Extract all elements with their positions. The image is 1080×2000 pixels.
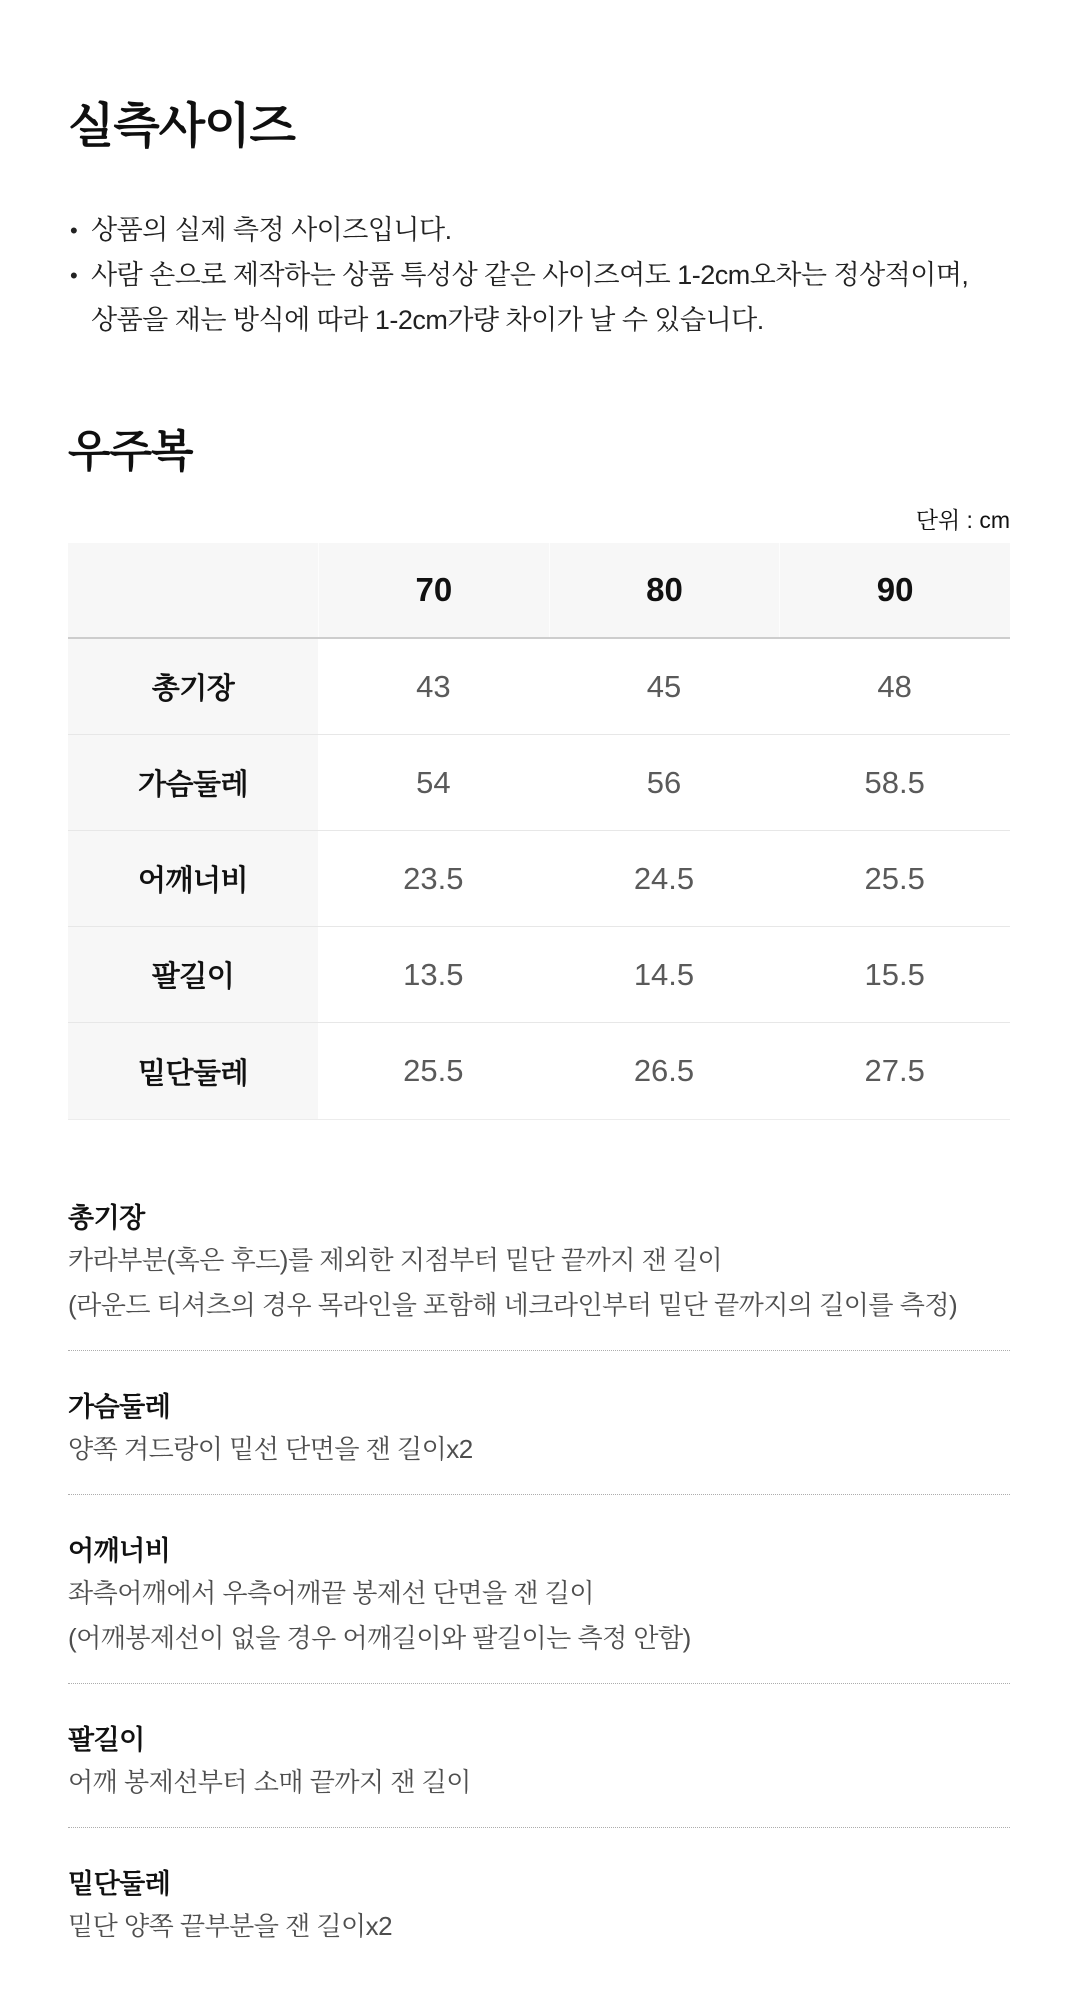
unit-label: 단위 : cm xyxy=(915,507,1010,533)
guide-title: 총기장 xyxy=(68,1203,145,1233)
table-row xyxy=(68,639,1010,735)
table-row xyxy=(68,831,1010,927)
size-value: 54 xyxy=(416,764,451,800)
size-value: 27.5 xyxy=(864,1053,925,1088)
guide-title: 밑단둘레 xyxy=(68,1869,171,1899)
row-label: 총기장 xyxy=(68,639,318,734)
size-value: 26.5 xyxy=(633,1053,695,1088)
row-label: 밑단둘레 xyxy=(68,1023,318,1119)
size-table-corner-cell xyxy=(68,543,318,637)
table-row xyxy=(68,735,1010,831)
guide-description: 카라부분(혹은 후드)를 제외한 지점부터 밑단 끝까지 잰 길이 xyxy=(68,1245,723,1275)
size-table xyxy=(68,543,1010,1120)
table-row xyxy=(68,927,1010,1023)
guide-description: 양쪽 겨드랑이 밑선 단면을 잰 길이x2 xyxy=(68,1434,473,1464)
size-value: 43 xyxy=(416,668,451,704)
guide-description: 좌측어깨에서 우측어깨끝 봉제선 단면을 잰 길이 xyxy=(68,1578,594,1608)
guide-section xyxy=(68,1531,1010,1684)
size-value: 13.5 xyxy=(403,956,464,992)
guide-description: 밑단 양쪽 끝부분을 잰 길이x2 xyxy=(68,1911,393,1941)
note-line: • 상품의 실제 측정 사이즈입니다. xyxy=(91,215,452,245)
note-item xyxy=(68,208,1010,253)
size-value: 25.5 xyxy=(403,1053,464,1088)
guide-title: 가슴둘레 xyxy=(68,1392,171,1422)
measurement-notes xyxy=(68,208,1010,343)
size-guide-content xyxy=(68,0,1010,1971)
guide-description: (어깨봉제선이 없을 경우 어깨길이와 팔길이는 측정 안함) xyxy=(68,1623,691,1653)
guide-section xyxy=(68,1864,1010,1971)
guide-title: 팔길이 xyxy=(68,1725,145,1755)
size-value: 23.5 xyxy=(403,860,464,896)
measurement-guide-list xyxy=(68,1198,1010,1971)
size-column-header: 90 xyxy=(779,543,1010,637)
size-value: 14.5 xyxy=(633,956,695,992)
note-line: 상품을 재는 방식에 따라 1-2cm가량 차이가 날 수 있습니다. xyxy=(91,305,764,335)
guide-section xyxy=(68,1387,1010,1495)
row-label: 가슴둘레 xyxy=(68,735,318,830)
guide-title: 어깨너비 xyxy=(68,1536,171,1566)
size-value: 58.5 xyxy=(864,764,925,800)
guide-section xyxy=(68,1198,1010,1351)
row-label: 어깨너비 xyxy=(68,831,318,926)
guide-section xyxy=(68,1720,1010,1828)
table-row xyxy=(68,1023,1010,1119)
guide-description: 어깨 봉제선부터 소매 끝까지 잰 길이 xyxy=(68,1767,471,1797)
page-title: 실측사이즈 xyxy=(68,100,295,153)
size-value: 48 xyxy=(877,668,912,704)
note-item xyxy=(68,253,1010,343)
size-value: 15.5 xyxy=(864,956,925,992)
size-value: 24.5 xyxy=(633,860,695,896)
note-line: • 사람 손으로 제작하는 상품 특성상 같은 사이즈여도 1-2cm오차는 정상적이며, xyxy=(91,260,969,290)
product-name-heading: 우주복 xyxy=(68,427,193,476)
size-table-header-row xyxy=(68,543,1010,639)
size-column-header: 70 xyxy=(318,543,549,637)
size-value: 45 xyxy=(646,668,682,704)
size-value: 25.5 xyxy=(864,860,925,896)
row-label: 팔길이 xyxy=(68,927,318,1022)
size-value: 56 xyxy=(646,764,682,800)
size-column-header: 80 xyxy=(549,543,780,637)
guide-description: (라운드 티셔츠의 경우 목라인을 포함해 네크라인부터 밑단 끝까지의 길이를 측정) xyxy=(68,1290,958,1320)
